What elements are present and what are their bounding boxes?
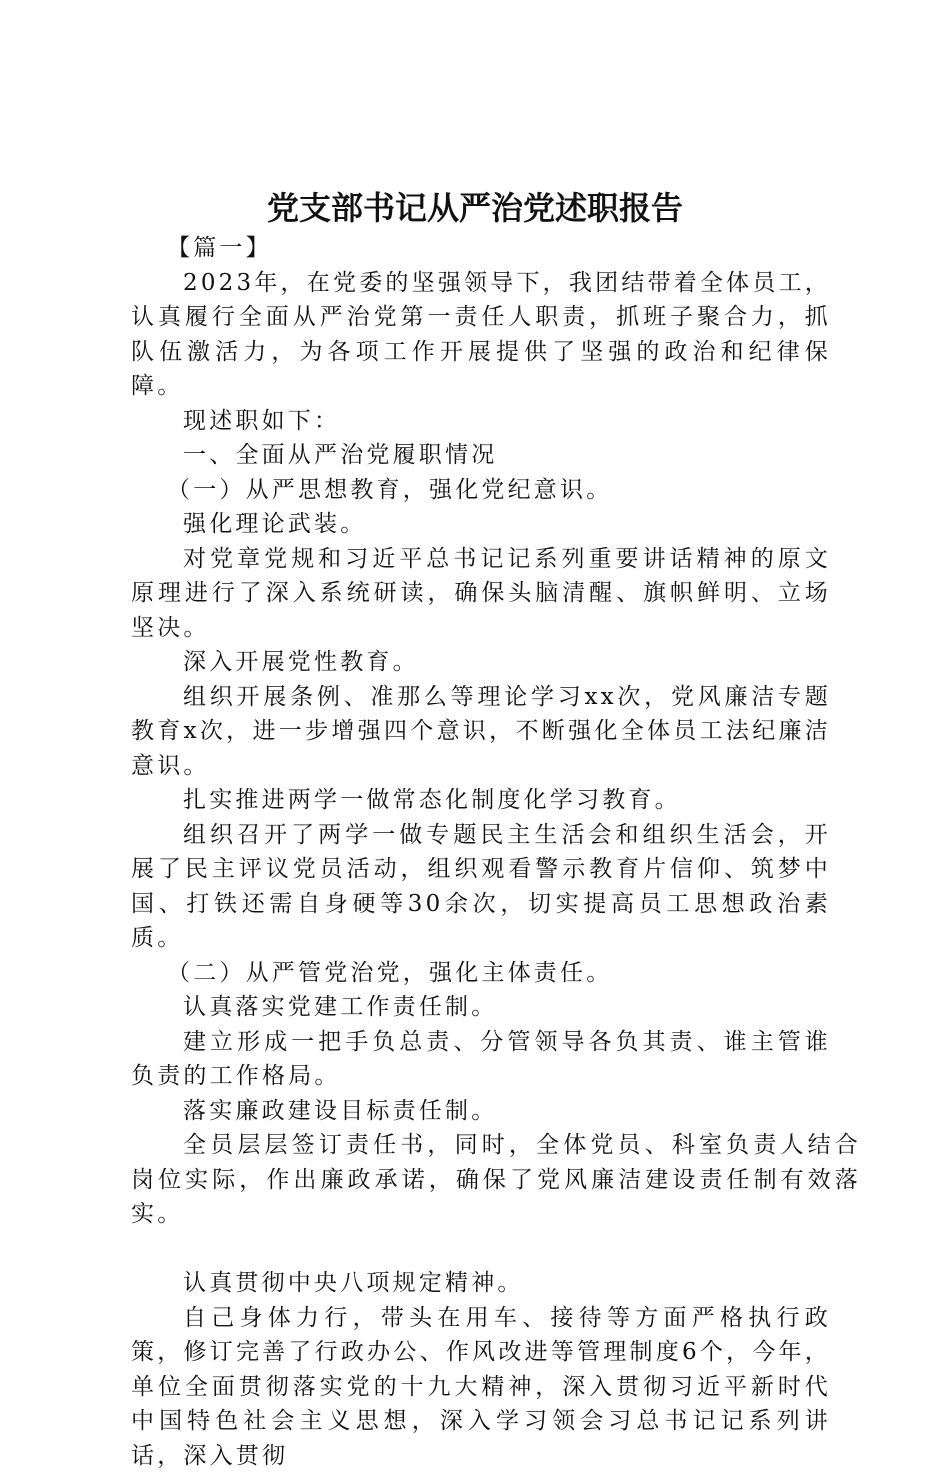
subheading-party-education: 深入开展党性教育。 [131, 645, 831, 680]
paragraph-report-lead: 现述职如下： [131, 404, 831, 439]
paragraph-eight-rules: 自己身体力行，带头在用车、接待等方面严格执行政策，修订完善了行政办公、作风改进等管理制度6个，今年，单位全面贯彻落实党的十九大精神，深入贯彻习近平新时代中国特色社会主义思想，深入学习领会习总书记记系列讲话，深入贯彻 [131, 1301, 831, 1473]
paragraph-intro: 2023年，在党委的坚强领导下，我团结带着全体员工，认真履行全面从严治党第一责任人职责，抓班子聚合力，抓队伍激活力，为各项工作开展提供了坚强的政治和纪律保障。 [131, 266, 831, 404]
document-title: 党支部书记从严治党述职报告 [0, 186, 950, 230]
paragraph-responsibility: 建立形成一把手负总责、分管领导各负其责、谁主管谁负责的工作格局。 [131, 1025, 831, 1094]
paragraph-two-learn: 组织召开了两学一做专题民主生活会和组织生活会，开展了民主评议党员活动，组织观看警示教育片信仰、筑梦中国、打铁还需自身硬等30余次，切实提高员工思想政治素质。 [131, 818, 831, 956]
heading-item-2: （二）从严管党治党，强化主体责任。 [131, 956, 831, 991]
subheading-integrity: 落实廉政建设目标责任制。 [131, 1094, 831, 1129]
paragraph-theory: 对党章党规和习近平总书记记系列重要讲话精神的原文原理进行了深入系统研读，确保头脑清醒、旗帜鲜明、立场坚决。 [131, 542, 831, 646]
section-label: 【篇一】 [131, 231, 831, 266]
subheading-responsibility: 认真落实党建工作责任制。 [131, 990, 831, 1025]
subheading-eight-rules: 认真贯彻中央八项规定精神。 [131, 1266, 831, 1301]
paragraph-party-education: 组织开展条例、准那么等理论学习xx次，党风廉洁专题教育x次，进一步增强四个意识，不断强化全体员工法纪廉洁意识。 [131, 680, 831, 784]
document-body [131, 231, 831, 1473]
subheading-two-learn: 扎实推进两学一做常态化制度化学习教育。 [131, 783, 831, 818]
heading-item-1: （一）从严思想教育，强化党纪意识。 [131, 473, 831, 508]
subheading-theory: 强化理论武装。 [131, 507, 831, 542]
paragraph-integrity: 全员层层签订责任书，同时，全体党员、科室负责人结合岗位实际，作出廉政承诺，确保了党风廉洁建设责任制有效落实。 [131, 1128, 861, 1232]
heading-part-one: 一、全面从严治党履职情况 [131, 438, 831, 473]
